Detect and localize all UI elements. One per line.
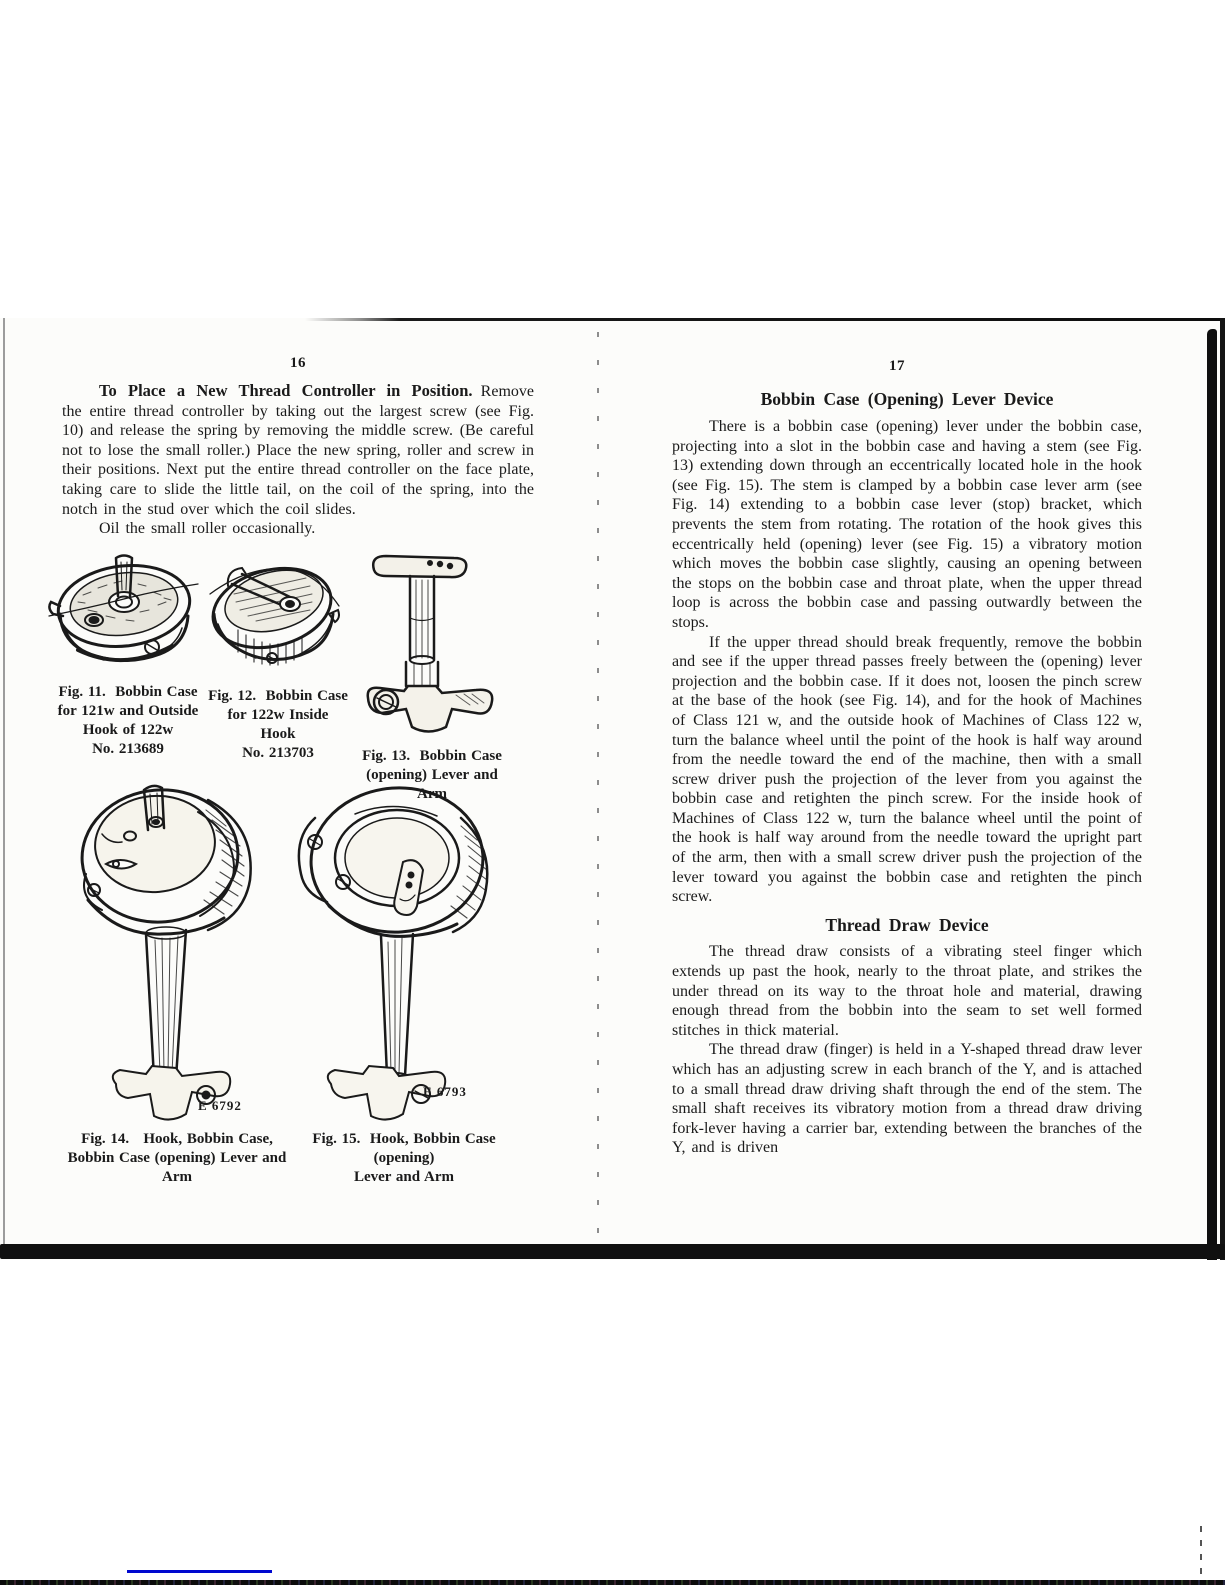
figure-14 bbox=[58, 778, 296, 1187]
page-edge-bottom bbox=[0, 1244, 1225, 1259]
heading-thread-draw-device: Thread Draw Device bbox=[825, 914, 989, 935]
fig12-bobbin-case-drawing bbox=[208, 554, 340, 674]
section-heading-thread-controller: To Place a New Thread Controller in Position. bbox=[99, 381, 473, 400]
page-edge-top bbox=[305, 318, 1224, 321]
fig11-caption: Fig. 11. Bobbin Case for 121w and Outside Hook of 122w No. 213689 bbox=[57, 684, 199, 757]
scanner-noise-strip bbox=[0, 1580, 1225, 1585]
fig14-caption: Fig. 14. Hook, Bobbin Case, Bobbin Case (opening) Lever and Arm bbox=[67, 1131, 287, 1185]
right-page-text bbox=[672, 417, 1142, 1158]
page-edge-right-bar bbox=[1207, 329, 1217, 1260]
fig11-bobbin-case-drawing bbox=[48, 550, 200, 678]
figure-12 bbox=[208, 554, 348, 763]
blue-line-artifact bbox=[127, 1570, 272, 1573]
page-edge-left bbox=[3, 318, 5, 1244]
paragraph-thread-draw-lever: The thread draw (finger) is held in a Y-shaped thread draw lever which has an adjusting screw in each branch of the Y, and is attached to a small thread draw driving shaft through the end of the stem. The small shaft receives its vibratory motion from a thread draw driving fork-lever having a carrier bar, extending between the branches of the Y, and is driven bbox=[672, 1041, 1142, 1157]
fig12-caption: Fig. 12. Bobbin Case for 122w Inside Hook No. 213703 bbox=[208, 688, 348, 761]
heading-bobbin-case-lever-device: Bobbin Case (Opening) Lever Device bbox=[760, 389, 1054, 409]
figure-11 bbox=[48, 550, 208, 759]
book-gutter-fold bbox=[597, 332, 599, 1240]
page-number-left: 16 bbox=[290, 355, 306, 371]
figure-15 bbox=[285, 778, 523, 1187]
page-edge-right-strip bbox=[1220, 318, 1225, 1260]
fig13-lever-arm-drawing bbox=[358, 548, 506, 738]
paragraph-oil-roller: Oil the small roller occasionally. bbox=[99, 520, 316, 538]
fig14-part-label: E 6792 bbox=[198, 1098, 242, 1113]
paragraph-thread-controller bbox=[62, 381, 534, 519]
paragraph-thread-draw-description: The thread draw consists of a vibrating steel finger which extends up past the hook, nearly to the throat plate, and strikes the under thread on its way to the throat hole and material, drawing enough thread from the bobbin into the seam to set well formed stitches in thick material. bbox=[672, 943, 1142, 1039]
paragraph-lever-description: There is a bobbin case (opening) lever under the bobbin case, projecting into a slot in the bobbin case and having a stem (see Fig. 13) extending down through an eccentrically located hole in the hook (see Fig. 15). The stem is clamped by a bobbin case lever arm (see Fig. 14) extending to a bobbin case lever (stop) bracket, which prevents the stem from rotating. The rotation of the hook gives this eccentrically held (opening) lever (see Fig. 15) a vibratory motion which moves the bobbin case slightly, causing an opening between the stops on the bobbin case and throat plate, when the upper thread loop is across the bobbin case and passing outwardly between the stops. bbox=[672, 418, 1142, 631]
fig15-part-label: E 6793 bbox=[423, 1084, 467, 1099]
fig15-hook-assembly-drawing bbox=[285, 778, 523, 1123]
left-page-text bbox=[62, 381, 534, 539]
fig14-hook-assembly-drawing bbox=[58, 778, 296, 1123]
page-number-right: 17 bbox=[889, 358, 905, 374]
fig15-caption: Fig. 15. Hook, Bobbin Case (opening) Lever and Arm bbox=[312, 1131, 496, 1185]
fig13-caption: Fig. 13. Bobbin Case (opening) Lever and Arm bbox=[362, 748, 502, 802]
paragraph-thread-break-remedy: If the upper thread should break frequently, remove the bobbin and see if the upper thread passes freely between the (opening) lever projection and the bobbin case. If it does not, loosen the pinch screw at the base of the hook (see Fig. 14), and for the hook of Machines of Class 121 w, and the outside hook of Machines of Class 122 w, turn the balance wheel until the point of the hook is half way around from the needle toward the end of the machine, then with a small screw driver push the projection of the lever from you against the bobbin case and retighten the pinch screw. For the inside hook of Machines of Class 122 w, turn the balance wheel until the point of the hook is half way around from the needle toward the upright part of the arm, then with a small screw driver push the projection of the lever toward you against the bobbin case and retighten the pinch screw. bbox=[672, 633, 1142, 906]
scan-artifact-dash bbox=[1200, 1526, 1202, 1578]
paragraph-thread-controller-body: Remove the entire thread controller by taking out the largest screw (see Fig. 10) and release the spring by removing the middle screw. (Be careful not to lose the small roller.) Place the new spring, roller and screw in their positions. Next put the entire thread controller on the face plate, taking care to slide the little tail, on the coil of the spring, into the notch in the stud over which the coil slides. bbox=[62, 383, 534, 518]
figure-13 bbox=[358, 548, 506, 804]
